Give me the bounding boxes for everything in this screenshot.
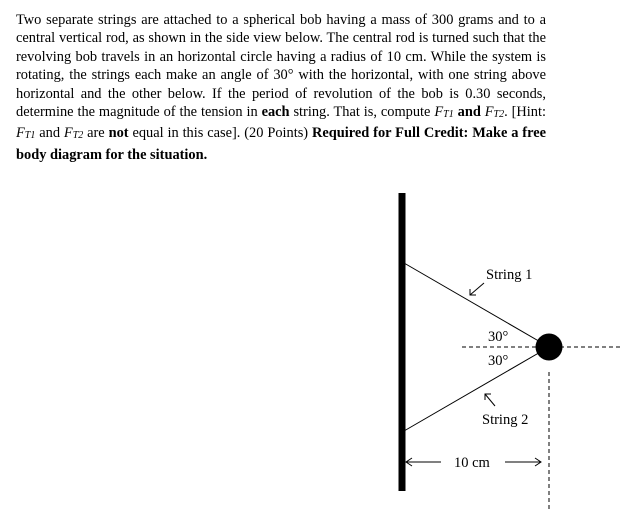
and-emphasis: and [457,104,481,121]
string-2-label: String 2 [482,412,529,428]
ft1-symbol: FT1 [434,104,454,121]
angle-label-lower: 30° [488,353,509,369]
problem-text-part3: . [Hint: [504,104,546,121]
ft2-symbol-hint: FT2 [63,125,84,142]
radius-label: 10 cm [454,455,490,471]
ft2-symbol: FT2 [484,104,505,121]
radius-dimension-left-arrow [406,458,441,466]
not-emphasis: not [108,125,129,142]
ft1-symbol-hint: FT1 [16,125,36,142]
required-credit-note: Required for Full Credit: Make a free body diagram for the situation. [16,125,546,163]
problem-text-part4: and [35,125,64,142]
problem-text-part2: string. That is, compute [289,104,435,121]
radius-dimension-right-arrow [505,458,541,466]
string-2-pointer-arrow [485,394,495,406]
problem-text-part1: Two separate strings are attached to a spherical bob having a mass of 300 grams and to a central vertical rod, as shown in the side view below. The central rod is turned such that the revolving bob travels in an horizontal circle having a radius of 10 cm. While the system is rotating, the strings each make an angle of 30° with the horizontal, with one string above horizontal and the other below. If the period of revolution of the bob is 0.30 seconds, determine the magnitude of the tension in [16,12,546,121]
problem-text-part6: equal in this case]. (20 Points) [128,125,312,142]
angle-label-upper: 30° [488,329,509,345]
each-emphasis: each [261,104,290,121]
string-1-label: String 1 [486,267,533,283]
spherical-bob [536,334,563,361]
problem-text-part5: are [83,125,109,142]
string-1-pointer-arrow [470,283,484,295]
